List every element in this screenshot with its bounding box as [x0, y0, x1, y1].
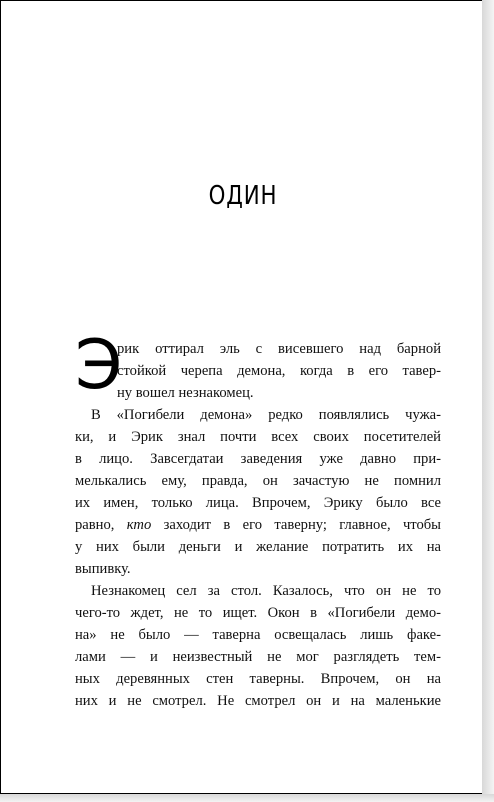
text-line: чего-то ждет, не то ищет. Окон в «Погибели демо- — [75, 605, 441, 621]
text-line: у них были деньги и желание потратить их на — [75, 539, 441, 555]
text-line: Незнакомец сел за стол. Казалось, что он не то — [91, 583, 441, 599]
page-edge-shadow — [482, 0, 494, 802]
text-line: выпивку. — [75, 561, 131, 577]
text-line: мелькались ему, правда, он зачастую не помнил — [75, 473, 441, 489]
chapter-title: ОДИН — [208, 181, 278, 211]
text-line: лами — и неизвестный не мог разглядеть тем- — [75, 649, 441, 665]
text-line: ных деревянных стен таверны. Впрочем, он на — [75, 671, 441, 687]
drop-cap: Э — [75, 326, 123, 405]
page-bottom-shadow — [0, 794, 494, 802]
text-line: ну вошел незнакомец. — [117, 385, 254, 401]
text-line: них и не смотрел. Не смотрел он и на маленькие — [75, 693, 441, 709]
text-line: в лицо. Завсегдатаи заведения уже давно при- — [75, 451, 441, 467]
text-line: их имен, только лица. Впрочем, Эрику было все — [75, 495, 441, 511]
text-line: рик оттирал эль с висевшего над барной — [117, 341, 441, 357]
emphasis-word: кто — [126, 517, 152, 533]
text-line: ки, и Эрик знал почти всех своих посетителей — [75, 429, 441, 445]
text-line: на» не было — таверна освещалась лишь факе- — [75, 627, 441, 643]
text-line: равно, кто заходит в его таверну; главное, чтобы — [75, 517, 441, 533]
text-line: В «Погибели демона» редко появлялись чужа- — [91, 407, 441, 423]
text-line: стойкой черепа демона, когда в его тавер- — [117, 363, 441, 379]
body-text — [75, 338, 441, 712]
